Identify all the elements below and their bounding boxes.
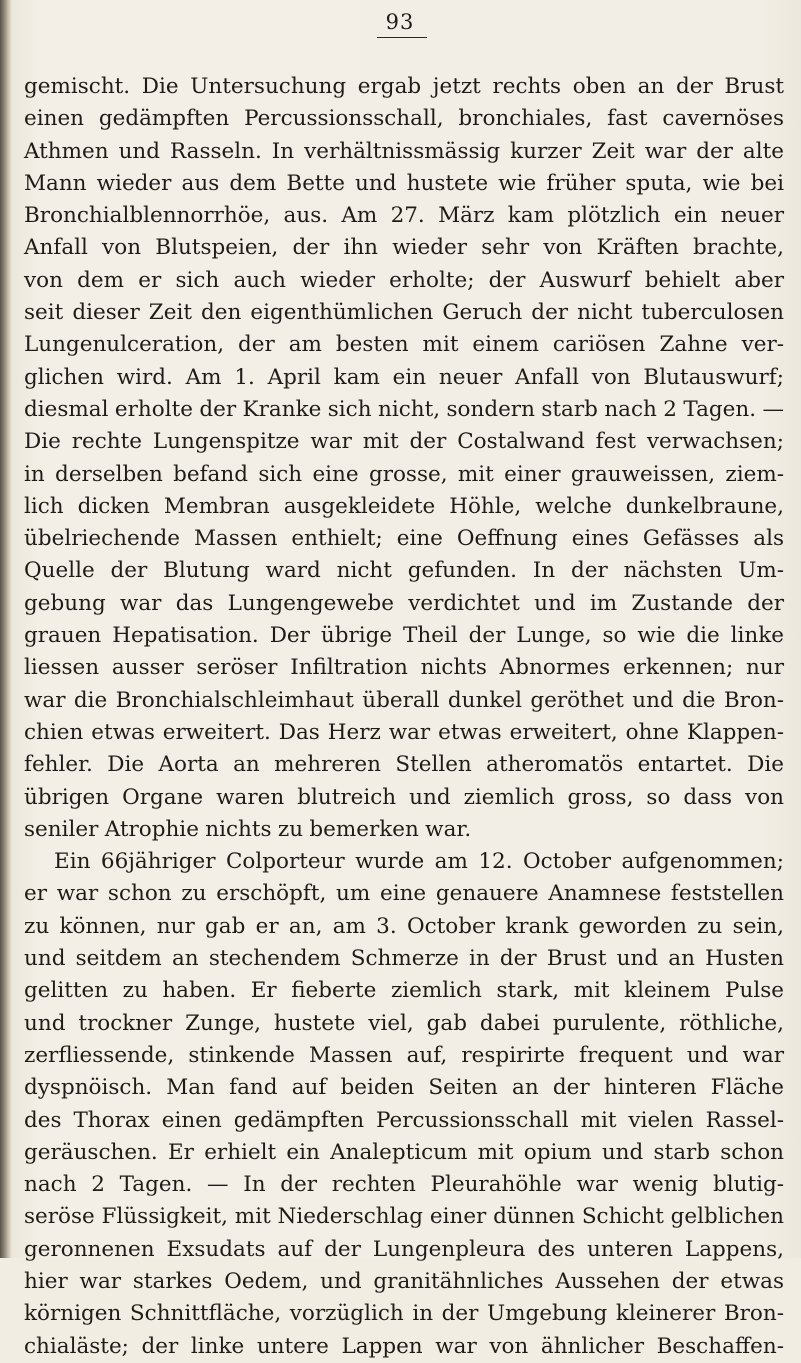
text-line: gemischt. Die Untersuchung ergab jetzt rechts oben an der Brust (24, 74, 784, 99)
text-line: zerfliessende, stinkende Massen auf, respirirte frequent und war (24, 1042, 784, 1068)
text-line: Die rechte Lungenspitze war mit der Costalwand fest verwachsen; (24, 429, 784, 455)
text-line: war die Bronchialschleimhaut überall dunkel geröthet und die Bron- (24, 687, 784, 713)
text-line: Anfall von Blutspeien, der ihn wieder sehr von Kräften brachte, (24, 235, 784, 261)
text-line: Ein 66jähriger Colporteur wurde am 12. October aufgenommen; (54, 849, 784, 875)
text-line: chien etwas erweitert. Das Herz war etwas erweitert, ohne Klappen- (24, 719, 784, 745)
text-line: in derselben befand sich eine grosse, mit einer grauweissen, ziem- (24, 461, 784, 487)
text-line: chialäste; der linke untere Lappen war von ähnlicher Beschaffen- (24, 1333, 784, 1359)
text-line: glichen wird. Am 1. April kam ein neuer Anfall von Blutauswurf; (24, 364, 784, 390)
text-line: seit dieser Zeit den eigenthümlichen Geruch der nicht tuberculosen (24, 300, 784, 326)
text-line: grauen Hepatisation. Der übrige Theil der Lunge, so wie die linke (24, 623, 784, 649)
text-line: Quelle der Blutung ward nicht gefunden. In der nächsten Um- (24, 558, 784, 584)
text-line: zu können, nur gab er an, am 3. October krank geworden zu sein, (24, 913, 784, 939)
text-line: Bronchialblennorrhöe, aus. Am 27. März kam plötzlich ein neuer (24, 203, 784, 229)
text-line: des Thorax einen gedämpften Percussionsschall mit vielen Rassel- (24, 1107, 784, 1133)
page-number: 93 (385, 10, 415, 34)
text-line: und seitdem an stechendem Schmerze in der Brust und an Husten (24, 946, 784, 972)
text-line: übrigen Organe waren blutreich und ziemlich gross, so dass von (24, 784, 784, 810)
text-line: lich dicken Membran ausgekleidete Höhle, welche dunkelbraune, (24, 493, 784, 519)
text-line: Mann wieder aus dem Bette und hustete wie früher sputa, wie bei (24, 170, 784, 196)
text-line: von dem er sich auch wieder erholte; der Auswurf behielt aber (24, 267, 784, 293)
text-line: fehler. Die Aorta an mehreren Stellen atheromatös entartet. Die (24, 752, 784, 778)
text-line: hier war starkes Oedem, und granitähnliches Aussehen der etwas (24, 1268, 784, 1294)
text-line: nach 2 Tagen. — In der rechten Pleurahöhle war wenig blutig- (24, 1172, 784, 1198)
text-line: übelriechende Massen enthielt; eine Oeffnung eines Gefässes als (24, 526, 784, 552)
text-line: körnigen Schnittfläche, vorzüglich in der Umgebung kleinerer Bron- (24, 1301, 784, 1327)
text-line: diesmal erholte der Kranke sich nicht, sondern starb nach 2 Tagen. — (24, 396, 784, 422)
text-line: seniler Atrophie nichts zu bemerken war. (24, 816, 472, 842)
text-line: Athmen und Rasseln. In verhältnissmässig kurzer Zeit war der alte (24, 138, 784, 164)
paragraph-1 (24, 71, 784, 846)
text-line: Lungenulceration, der am besten mit einem cariösen Zahne ver- (24, 332, 784, 358)
text-line: seröse Flüssigkeit, mit Niederschlag einer dünnen Schicht gelblichen (24, 1204, 784, 1230)
text-line: er war schon zu erschöpft, um eine genauere Anamnese feststellen (24, 881, 784, 907)
binding-edge (0, 0, 12, 1258)
page-number-rule (377, 37, 427, 38)
text-line: dyspnöisch. Man fand auf beiden Seiten an der hinteren Fläche (24, 1075, 784, 1101)
text-line: einen gedämpften Percussionsschall, bronchiales, fast cavernöses (24, 106, 784, 132)
paragraph-2 (24, 846, 784, 1363)
text-line: gelitten zu haben. Er fieberte ziemlich stark, mit kleinem Pulse (24, 978, 784, 1004)
text-line: geräuschen. Er erhielt ein Analepticum mit opium und starb schon (24, 1139, 784, 1165)
text-line: liessen ausser seröser Infiltration nichts Abnormes erkennen; nur (24, 655, 784, 681)
text-line: geronnenen Exsudats auf der Lungenpleura des unteren Lappens, (24, 1236, 784, 1262)
text-line: gebung war das Lungengewebe verdichtet und im Zustande der (24, 590, 784, 616)
text-line: und trockner Zunge, hustete viel, gab dabei purulente, röthliche, (24, 1010, 784, 1036)
body-text (24, 71, 784, 1363)
